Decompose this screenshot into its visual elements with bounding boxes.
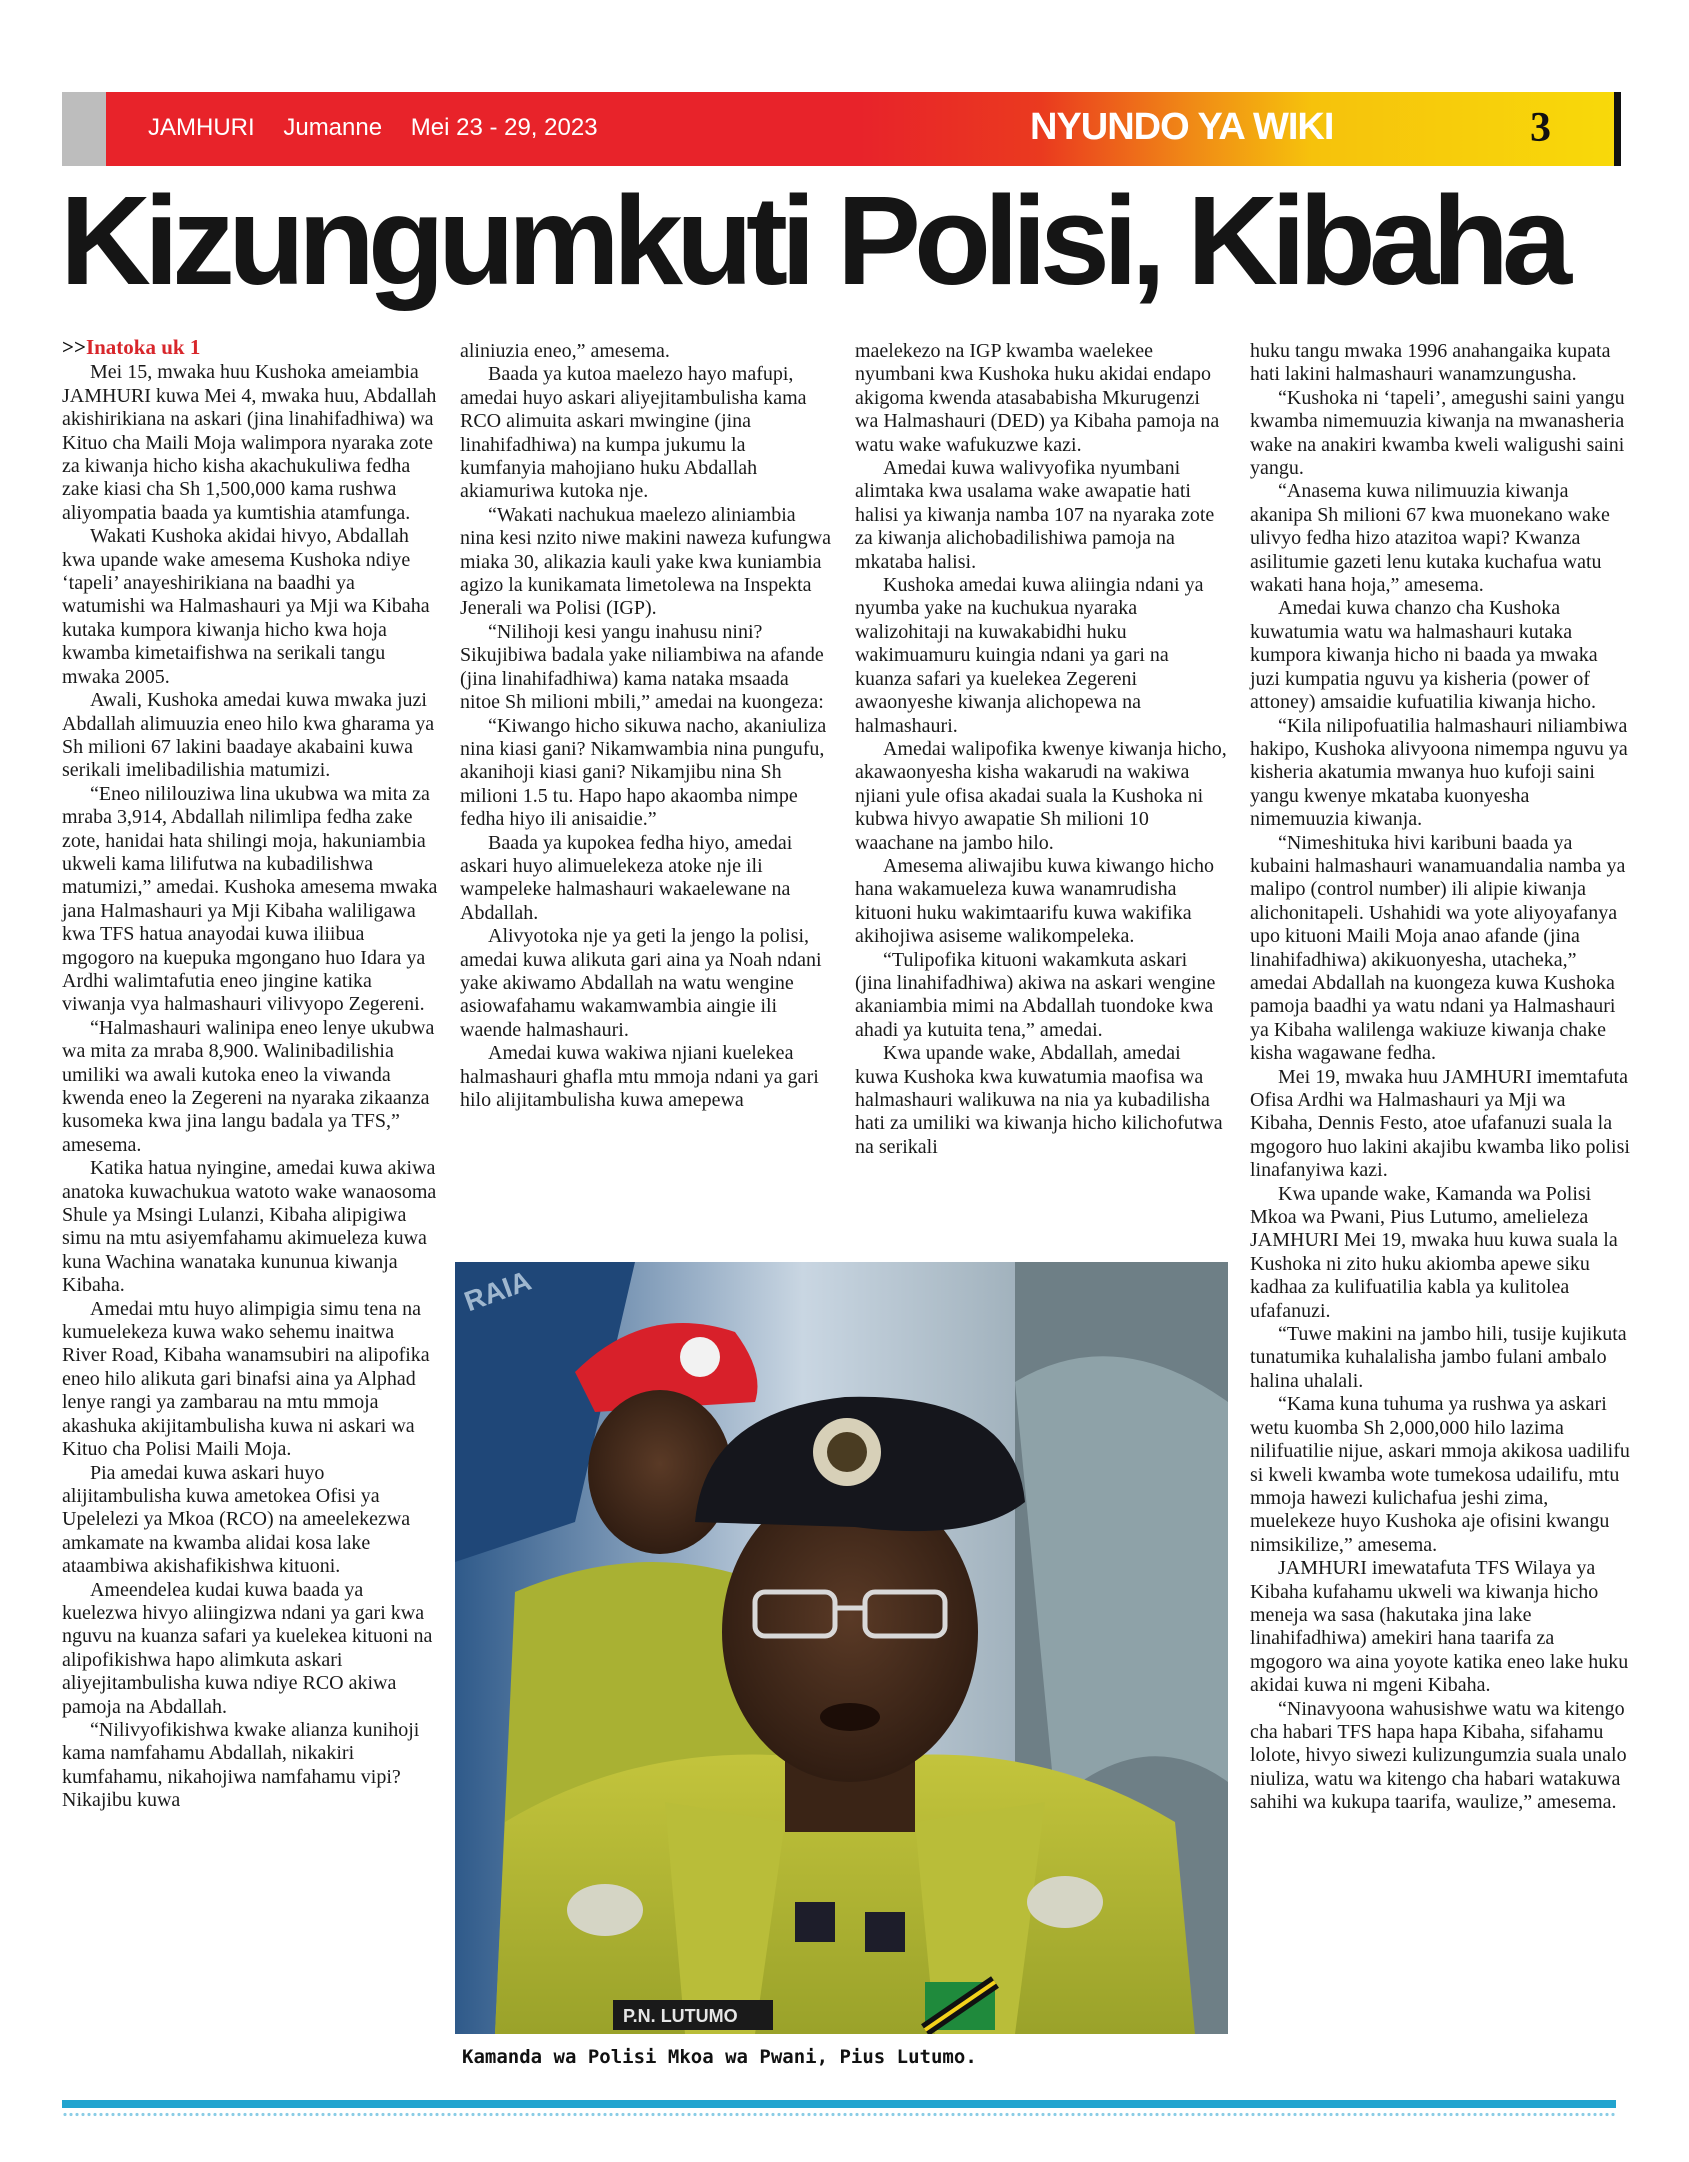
paragraph: “Kila nilipofuatilia halmashauri niliambiwa hakipo, Kushoka alivyoona nimempa nguvu ya kisheria akatumia mwanya huo kufoji saini yangu kwenye mkataba kuonyesha nimemuuzia kiwanja.: [1250, 714, 1628, 831]
background-text: RAIA: [460, 1264, 536, 1318]
paragraph: “Tulipofika kituoni wakamkuta askari (jina linahifadhiwa) akiwa na askari wengine akaniambia mimi na Abdallah tuondoke kwa ahadi ya kutuita tena,” amedai.: [855, 948, 1216, 1041]
paper-name: JAMHURI: [148, 114, 255, 141]
photo-caption: Kamanda wa Polisi Mkoa wa Pwani, Pius Lutumo.: [462, 2046, 977, 2068]
paragraph: Baada ya kupokea fedha hiyo, amedai askari huyo alimuelekeza atoke nje ili wampeleke halmashauri wakaelewane na Abdallah.: [460, 831, 793, 924]
paragraph: Kushoka amedai kuwa aliingia ndani ya nyumba yake na kuchukua nyaraka walizohitaji na kuwakabidhi huku wakimuamuru kuingia ndani ya gari na kuanza safari ya kuelekea Zegereni awaonyeshe kiwanja alichopewa na halmashauri.: [855, 574, 1204, 737]
paragraph: Amedai kuwa chanzo cha Kushoka kuwatumia watu wa halmashauri kutaka kumpora kiwanja hicho ni baada ya mwaka juzi kumpatia nguvu ya kisheria (power of attoney) amsaidie kufuatilia kiwanja hicho.: [1250, 597, 1598, 714]
paragraph: “Halmashauri walinipa eneo lenye ukubwa wa mita za mraba 8,900. Walinibadilishia umiliki wa awali kutoka eneo la viwanda kwenda eneo la Zegereni na nyaraka zikaanza kusomeka kwa jina langu badala ya TFS,” amesema.: [62, 1016, 435, 1156]
section-title: NYUNDO YA WIKI: [1030, 106, 1334, 148]
paragraph: “Nimeshituka hivi karibuni baada ya kubaini halmashauri wanamuandalia namba ya malipo (control number) ili alipie kiwanja alichonitapeli. Ushahidi wa yote aliyoyafanya upo kituoni Maili Moja anao afande (jina linahifadhiwa) akikuonyesha, utacheka,” amedai Abdallah na kuongeza kuwa Kushoka pamoja baadhi ya watu ndani ya Halmashauri ya Kibaha walilenga wakiuze kiwanja chake kisha wagawane fedha.: [1250, 831, 1626, 1065]
paragraph: JAMHURI imewatafuta TFS Wilaya ya Kibaha kufahamu ukweli wa kiwanja hicho meneja wa sasa (hakutaka jina lake linahifadhiwa) amekiri hana taarifa za mgogoro wa aina yoyote katika eneo lake huku akidai kuwa ni mgeni Kibaha.: [1250, 1557, 1629, 1697]
paragraph: Awali, Kushoka amedai kuwa mwaka juzi Abdallah alimuuzia eneo hilo kwa gharama ya Sh milioni 67 lakini baadaye akabaini kuwa serikali imelibadilishia matumizi.: [62, 689, 435, 782]
paragraph: Kwa upande wake, Kamanda wa Polisi Mkoa wa Pwani, Pius Lutumo, amelieleza JAMHURI Mei 19, mwaka huu kuwa suala la Kushoka ni zito huku akiomba apewe siku kadhaa za kulifuatilia kabla ya kulitolea ufafanuzi.: [1250, 1182, 1618, 1322]
paragraph: Amedai mtu huyo alimpigia simu tena na kumuelekeza kuwa wako sehemu inaitwa River Road, Kibaha wanamsubiri na alipofika eneo hilo alikuta gari binafsi aina ya Alphad lenye rangi ya zambarau na mtu mmoja akashuka akijitambulisha kuwa ni askari wa Kituo cha Polisi Maili Moja.: [62, 1297, 430, 1461]
paragraph: “Kama kuna tuhuma ya rushwa ya askari wetu kuomba Sh 2,000,000 hilo lazima nilifuatilie nijue, askari mmoja akikosa uadilifu si kweli kwamba wote tumekosa udailifu, mtu mmoja hawezi kulichafua jeshi zima, muelekeze huyo Kushoka aje ofisini kwangu nimsikilize,” amesema.: [1250, 1393, 1630, 1556]
paragraph: “Wakati nachukua maelezo aliniambia nina kesi nzito niwe makini naweza kufungwa miaka 30, alikazia kauli yake kwa kuniambia agizo la kunikamata limetolewa na Inspekta Jenerali wa Polisi (IGP).: [460, 503, 831, 620]
article-column-3: [855, 340, 1227, 1228]
paragraph: Kwa upande wake, Abdallah, amedai kuwa Kushoka kwa kuwatumia maofisa wa halmashauri walikuwa na nia ya kubadilisha hati za umiliki wa kiwanja hicho kilichofutwa na serikali: [855, 1042, 1223, 1158]
paragraph: Amedai kuwa walivyofika nyumbani alimtaka kwa usalama wake awapatie hati halisi ya kiwanja namba 107 na nyaraka zote za kiwanja alichobadilishiwa pamoja na mkataba halisi.: [855, 457, 1215, 573]
footer-dotted-rule: [62, 2112, 1616, 2117]
paragraph: Katika hatua nyingine, amedai kuwa akiwa anatoka kuwachukua watoto wake wanaosoma Shule ya Msingi Lulanzi, Kibaha alipigiwa simu na mtu asiyemfahamu akimueleza kuwa kuna Wachina wanataka kununua kiwanja Kibaha.: [62, 1157, 437, 1297]
name-tag: P.N. LUTUMO: [623, 2006, 738, 2026]
header-end-rule: [1614, 92, 1621, 166]
issue-date: Mei 23 - 29, 2023: [410, 114, 598, 141]
header-grey-tab: [62, 92, 106, 166]
paragraph: Amedai kuwa wakiwa njiani kuelekea halmashauri ghafla mtu mmoja ndani ya gari hilo alijitambulisha kuwa amepewa: [460, 1042, 819, 1111]
paragraph: Mei 19, mwaka huu JAMHURI imemtafuta Ofisa Ardhi wa Halmashauri ya Mji wa Kibaha, Dennis Festo, atoe ufafanuzi suala la mgogoro huo lakini akajibu kwamba liko polisi linafanyiwa kazi.: [1250, 1065, 1630, 1182]
issue-day: Jumanne: [283, 114, 383, 141]
paragraph: “Nilihoji kesi yangu inahusu nini? Sikujibiwa badala yake niliambiwa na afande (jina linahifadhiwa) kama nataka msaada nitoe Sh milioni mbili,” amedai na kuongeza:: [460, 620, 824, 714]
paragraph: Baada ya kutoa maelezo hayo mafupi, amedai huyo askari aliyejitambulisha kama RCO alimuita askari mwingine (jina linahifadhiwa) na kumpa jukumu la kumfanyia mahojiano huku Abdallah akiamuriwa kutoka nje.: [460, 363, 807, 503]
paragraph: Amesema aliwajibu kuwa kiwango hicho hana wakamueleza kuwa wanamrudisha kituoni huku wakimtaarifu kuwa wakifika akihojiwa asiseme walikompeleka.: [855, 854, 1215, 948]
paragraph: Amedai walipofika kwenye kiwanja hicho, akawaonyesha kisha wakarudi na wakiwa njiani yule ofisa akadai suala la Kushoka ni kubwa hivyo awapatie Sh milioni 10 waachane na jambo hilo.: [855, 737, 1227, 854]
paragraph: Alivyotoka nje ya geti la jengo la polisi, amedai kuwa alikuta gari aina ya Noah ndani yake akiwamo Abdallah na watu wengine asiowafahamu wakamwambia aingie ili waende halmashauri.: [460, 925, 822, 1041]
footer-rule: [62, 2100, 1616, 2108]
paragraph: Mei 15, mwaka huu Kushoka ameiambia JAMHURI kuwa Mei 4, mwaka huu, Abdallah akishirikiana na askari (jina linahifadhiwa) wa Kituo cha Maili Moja walimpora nyaraka zote za kiwanja hicho kisha akachukuliwa fedha zake kiasi cha Sh 1,500,000 kama rushwa aliyompatia baada ya kumtishia atamfunga.: [62, 361, 437, 524]
paragraph: aliniuzia eneo,” amesema.: [460, 340, 670, 362]
headline: Kizungumkuti Polisi, Kibaha: [60, 170, 1566, 311]
police-commander-photo: [455, 1262, 1228, 2034]
paragraph: “Eneo nililouziwa lina ukubwa wa mita za mraba 3,914, Abdallah nilimlipa fedha zake zote, hanidai hata shilingi moja, hakuniambia ukweli kama lilifutwa na kubadilishwa matumizi,” amedai. Kushoka amesema mwaka jana Halmashauri ya Mji Kibaha waliligawa kwa TFS hatua anayodai kuwa iliibua mgogoro na kuepuka mgongano huo Idara ya Ardhi walimtafutia eneo jingine katika viwanja vya halmashauri vilivyopo Zegereni.: [62, 782, 438, 1016]
jump-text: Inatoka uk 1: [85, 335, 201, 359]
page-number: 3: [1530, 105, 1551, 151]
paragraph: “Anasema kuwa nilimuuzia kiwanja akanipa Sh milioni 67 kwa muonekano wake ulivyo fedha hizo atazitoa wapi? Kwanza asilitumie gazeti lenu kutaka kuchafua watu wakati hana hoja,” amesema.: [1250, 480, 1610, 597]
paragraph: huku tangu mwaka 1996 anahangaika kupata hati lakini halmashauri wanamzungusha.: [1250, 340, 1611, 386]
paragraph: Wakati Kushoka akidai hivyo, Abdallah kwa upande wake amesema Kushoka ndiye ‘tapeli’ anayeshirikiana na baadhi ya watumishi wa Halmashauri ya Mji wa Kibaha kutaka kumpora kiwanja hicho kwa hoja kwamba kimetaifishwa na serikali tangu mwaka 2005.: [62, 525, 430, 688]
jump-marker: [62, 336, 440, 359]
paragraph: “Ninavyoona wahusishwe watu wa kitengo cha habari TFS hapa hapa Kibaha, sifahamu lolote, hivyo siwezi kulizungumzia suala unalo niuliza, watu wa kitengo cha habari watakuwa sahihi wa kukupa taarifa, waulize,” amesema.: [1250, 1697, 1627, 1814]
paragraph: Pia amedai kuwa askari huyo alijitambulisha kuwa ametokea Ofisi ya Upelelezi ya Mkoa (RCO) na ameelekezwa amkamate na kwamba alidai kosa lake ataambiwa akishafikishwa kituoni.: [62, 1461, 411, 1578]
article-column-1: [62, 336, 440, 1813]
jump-arrows: >>: [62, 335, 86, 359]
paragraph: “Nilivyofikishwa kwake alianza kunihoji kama namfahamu Abdallah, nikakiri kumfahamu, nikahojiwa namfahamu vipi? Nikajibu kuwa: [62, 1718, 420, 1812]
paragraph: “Kushoka ni ‘tapeli’, amegushi saini yangu kwamba nimemuuzia kiwanja na mwanasheria wake na anakiri kwamba kweli waligushi saini yangu.: [1250, 386, 1625, 480]
paragraph: “Tuwe makini na jambo hili, tusije kujikuta tunatumika kuhalalisha jambo fulani ambalo halina uhalali.: [1250, 1323, 1627, 1392]
header-meta: [148, 114, 620, 142]
paragraph: maelekezo na IGP kwamba waelekee nyumbani kwa Kushoka huku akidai endapo akigoma kwenda atasababisha Mkurugenzi wa Halmashauri (DED) ya Kibaha pamoja na watu wake wafukuzwe kazi.: [855, 340, 1220, 456]
article-column-2: [460, 340, 832, 1228]
article-column-4: [1250, 340, 1630, 1815]
paragraph: Ameendelea kudai kuwa baada ya kuelezwa hivyo aliingizwa ndani ya gari kwa nguvu na kuanza safari ya kuelekea kituoni na alipofikishwa hapo alimkuta askari aliyejitambulisha kuwa ndiye RCO akiwa pamoja na Abdallah.: [62, 1578, 433, 1718]
photo-illustration: [455, 1262, 1228, 2034]
paragraph: “Kiwango hicho sikuwa nacho, akaniuliza nina kiasi gani? Nikamwambia nina pungufu, akanihoji kiasi gani? Nikamjibu nina Sh milioni 1.5 tu. Hapo hapo akaomba nimpe fedha hiyo ili anisaidie.”: [460, 714, 827, 831]
